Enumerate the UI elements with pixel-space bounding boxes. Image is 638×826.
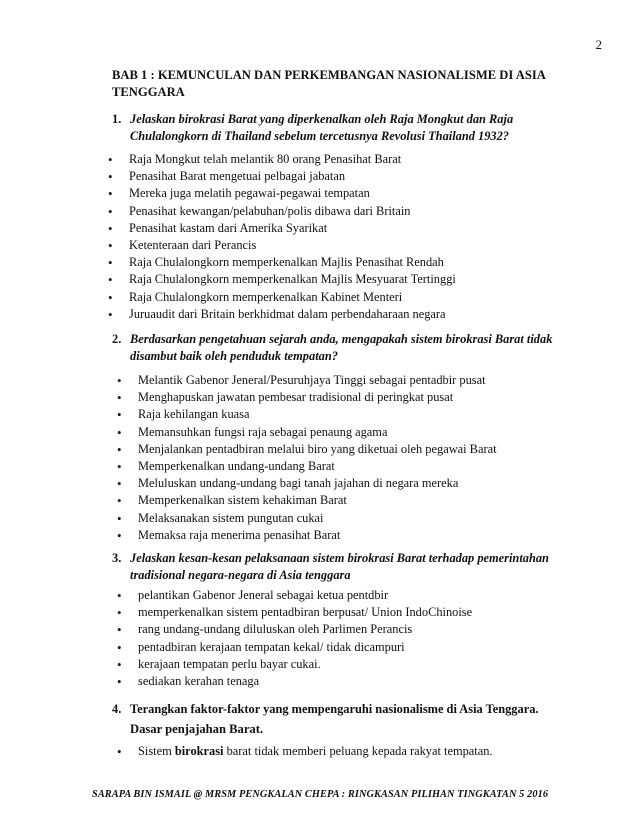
- list-item-text: rang undang-undang diluluskan oleh Parlimen Perancis: [138, 622, 413, 637]
- answer-suffix: barat tidak memberi peluang kepada rakyat tempatan.: [223, 744, 493, 758]
- bullet-icon: •: [108, 306, 113, 322]
- bullet-icon: •: [108, 152, 113, 167]
- bullet-icon: •: [108, 220, 113, 236]
- question-text: Berdasarkan pengetahuan sejarah anda, mengapakah sistem birokrasi Barat tidak disambut baik oleh penduduk tempatan?: [130, 332, 553, 363]
- bullet-icon: •: [117, 424, 122, 440]
- bullet-icon: •: [108, 186, 113, 202]
- bullet-icon: •: [117, 673, 122, 689]
- bullet-icon: •: [117, 510, 122, 526]
- question-number: 4.: [112, 702, 122, 716]
- bullet-icon: •: [117, 622, 122, 638]
- subheading: Dasar penjajahan Barat.: [130, 722, 264, 736]
- list-item-text: sediakan kerahan tenaga: [138, 673, 260, 688]
- question-text: Jelaskan birokrasi Barat yang diperkenalkan oleh Raja Mongkut dan Raja Chulalongkorn di Thailand sebelum tercetusnya Revolusi Thailand 1932?: [130, 112, 514, 143]
- bullet-icon: •: [117, 390, 122, 406]
- list-item-text: pentadbiran kerajaan tempatan kekal/ tidak dicampuri: [138, 639, 405, 654]
- question-number: 3.: [112, 551, 122, 565]
- bullet-icon: •: [108, 255, 113, 271]
- list-item-text: Meluluskan undang-undang bagi tanah jajahan di negara mereka: [138, 476, 459, 491]
- list-item-text: Memansuhkan fungsi raja sebagai penaung agama: [138, 424, 388, 439]
- list-item-text: Menjalankan pentadbiran melalui biro yang diketuai oleh pegawai Barat: [138, 441, 497, 456]
- bullet-icon: •: [108, 272, 113, 288]
- answer-keyword: birokrasi: [174, 744, 224, 758]
- list-item-text: Mereka juga melatih pegawai-pegawai tempatan: [129, 186, 370, 201]
- list-item-text: Penasihat kewangan/pelabuhan/polis dibawa dari Britain: [129, 203, 411, 218]
- bullet-icon: •: [117, 656, 122, 672]
- list-item-text: Memperkenalkan sistem kehakiman Barat: [138, 493, 347, 508]
- page-number: 2: [595, 37, 602, 52]
- question-2: [112, 331, 582, 365]
- list-item-text: Raja kehilangan kuasa: [138, 407, 250, 422]
- bullet-icon: •: [117, 476, 122, 492]
- answer-prefix: Sistem: [138, 744, 175, 758]
- chapter-title: BAB 1 : KEMUNCULAN DAN PERKEMBANGAN NASIONALISME DI ASIA TENGGARA: [112, 68, 546, 99]
- list-item-text: Memaksa raja menerima penasihat Barat: [138, 527, 341, 542]
- bullet-icon: •: [117, 527, 122, 543]
- list-item-text: Penasihat kastam dari Amerika Syarikat: [129, 220, 328, 235]
- bullet-icon: •: [117, 639, 122, 655]
- bullet-icon: •: [117, 458, 122, 474]
- list-item-text: Raja Chulalongkorn memperkenalkan Kabinet Menteri: [129, 289, 403, 304]
- list-item-text: Penasihat Barat mengetuai pelbagai jabatan: [129, 169, 346, 184]
- bullet-icon: •: [117, 588, 122, 603]
- bullet-icon: •: [117, 373, 122, 388]
- list-item-text: memperkenalkan sistem pentadbiran berpusat/ Union IndoChinoise: [138, 605, 473, 620]
- list-item-text: Memperkenalkan undang-undang Barat: [138, 458, 335, 473]
- list-item-text: pelantikan Gabenor Jeneral sebagai ketua pentdbir: [138, 588, 389, 602]
- list-item-text: [138, 743, 493, 760]
- bullet-icon: •: [108, 169, 113, 185]
- question-3: [112, 550, 582, 584]
- list-item-text: Ketenteraan dari Perancis: [129, 237, 257, 252]
- page-footer: SARAPA BIN ISMAIL @ MRSM PENGKALAN CHEPA : RINGKASAN PILIHAN TINGKATAN 5 2016: [92, 789, 549, 800]
- bullet-icon: •: [117, 493, 122, 509]
- question-number: 2.: [112, 332, 122, 346]
- bullet-icon: •: [117, 605, 122, 621]
- question-text: Jelaskan kesan-kesan pelaksanaan sistem birokrasi Barat terhadap pemerintahan tradisional negara-negara di Asia tenggara: [130, 551, 549, 582]
- bullet-icon: •: [108, 237, 113, 253]
- list-item-text: Juruaudit dari Britain berkhidmat dalam perbendaharaan negara: [129, 306, 446, 321]
- list-item-text: Melantik Gabenor Jeneral/Pesuruhjaya Tinggi sebagai pentadbir pusat: [138, 373, 486, 387]
- question-1: [112, 111, 582, 145]
- list-item-text: Melaksanakan sistem pungutan cukai: [138, 510, 324, 525]
- question-text: Terangkan faktor-faktor yang mempengaruhi nasionalisme di Asia Tenggara.: [130, 702, 539, 716]
- bullet-icon: •: [117, 407, 122, 423]
- list-item-text: Raja Mongkut telah melantik 80 orang Penasihat Barat: [129, 152, 402, 166]
- list-item-text: Raja Chulalongkorn memperkenalkan Majlis Penasihat Rendah: [129, 255, 444, 270]
- question-number: 1.: [112, 112, 122, 126]
- list-item-text: kerajaan tempatan perlu bayar cukai.: [138, 656, 321, 671]
- bullet-icon: •: [117, 744, 122, 759]
- bullet-icon: •: [108, 203, 113, 219]
- bullet-icon: •: [117, 441, 122, 457]
- list-item-text: Menghapuskan jawatan pembesar tradisional di peringkat pusat: [138, 390, 454, 405]
- list-item-text: Raja Chulalongkorn memperkenalkan Majlis Mesyuarat Tertinggi: [129, 272, 456, 287]
- bullet-icon: •: [108, 289, 113, 305]
- question-4: [112, 701, 582, 718]
